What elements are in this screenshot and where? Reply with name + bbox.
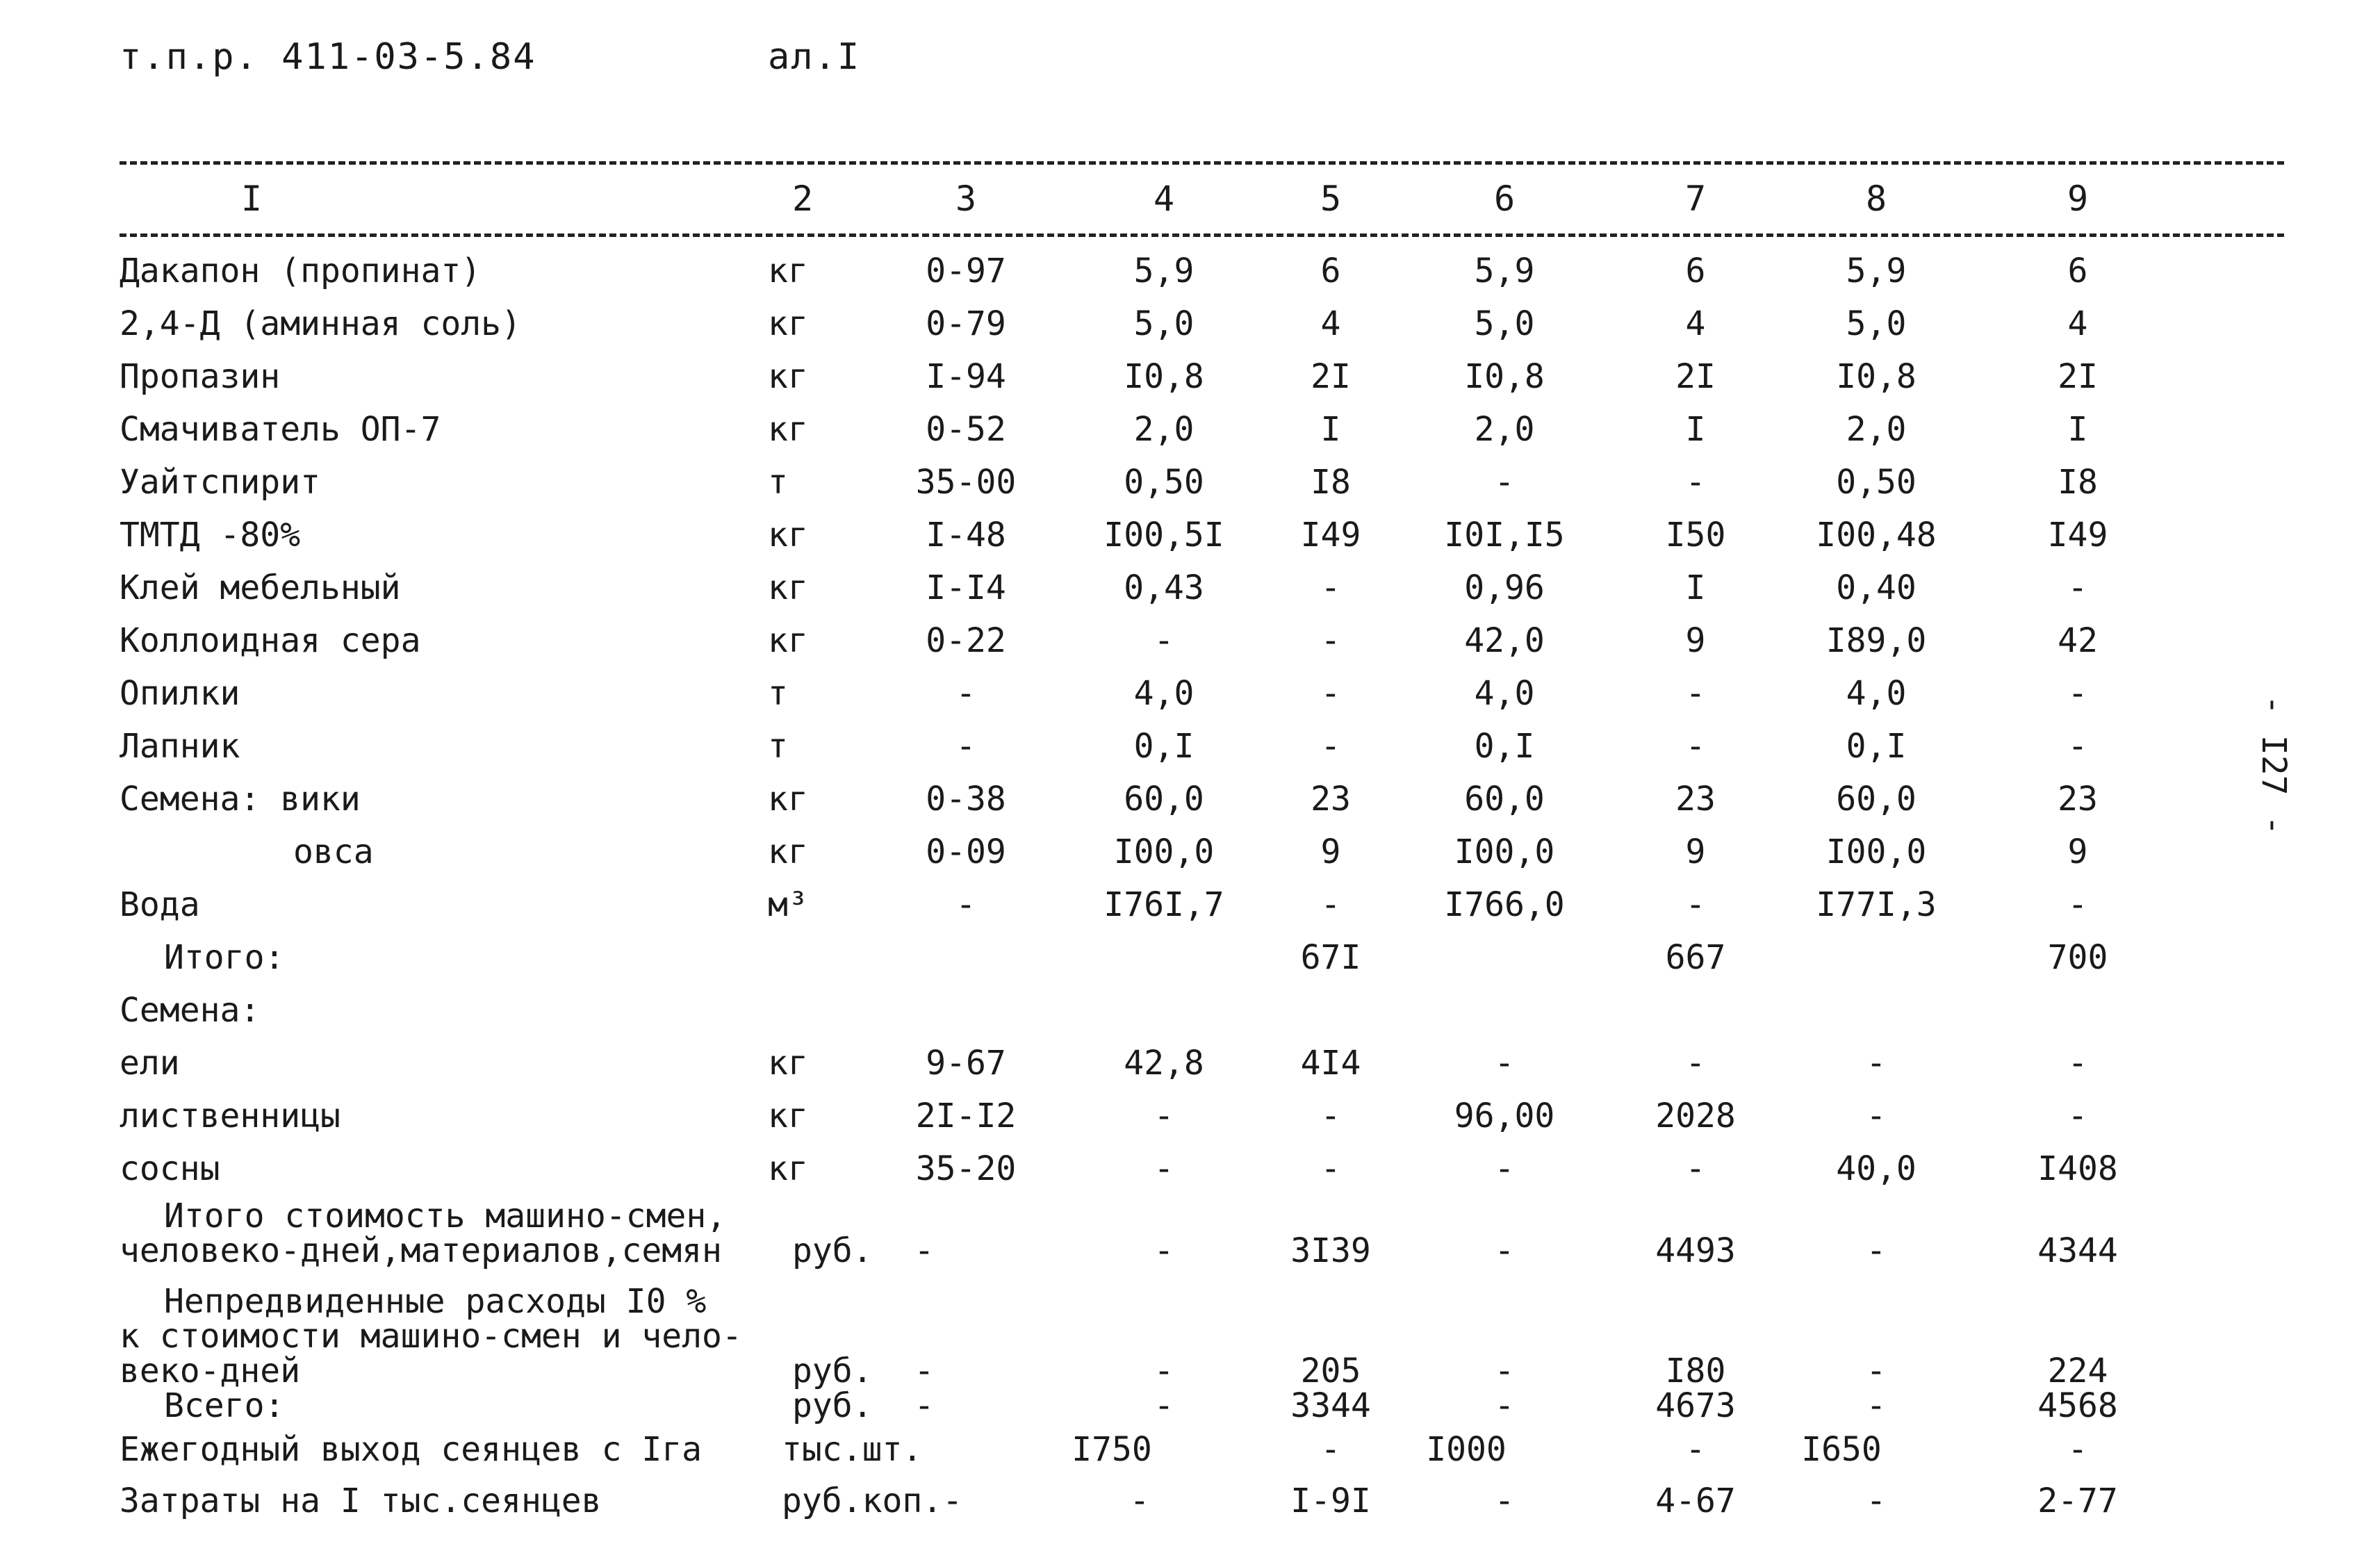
table-row xyxy=(0,720,2380,773)
row-cell-6: 5,0 xyxy=(1474,304,1535,343)
sheet-label: ал.I xyxy=(768,36,861,78)
unforeseen-c3: - xyxy=(914,1352,935,1390)
annual-output-c4: I750 xyxy=(1072,1430,1152,1469)
row-unit: кг xyxy=(768,832,808,871)
grand-total-c7: 4673 xyxy=(1655,1386,1736,1425)
row-cell-6: 42,0 xyxy=(1464,621,1545,660)
row-name: сосны xyxy=(120,1149,220,1188)
row-cell-4: 42,8 xyxy=(1124,1044,1204,1083)
row-cell-3: 2I-I2 xyxy=(915,1097,1017,1135)
row-cell-5: 23 xyxy=(1311,780,1351,819)
row-cell-9: I49 xyxy=(2047,516,2108,555)
totals-machine-c9: 4344 xyxy=(2037,1231,2118,1270)
row-cell-9: I xyxy=(2067,410,2088,449)
row-cell-6: 4,0 xyxy=(1474,674,1535,713)
row-cell-7: - xyxy=(1685,727,1706,766)
totals-machine-c8: - xyxy=(1866,1231,1887,1270)
row-cell-7: - xyxy=(1685,1149,1706,1188)
annual-output-c6: I000 xyxy=(1426,1430,1507,1469)
col-header-4: 4 xyxy=(1153,179,1175,219)
row-cell-5: 67I xyxy=(1300,938,1361,977)
row-cell-4: 5,9 xyxy=(1133,252,1195,290)
table-row xyxy=(0,509,2380,561)
row-unit: кг xyxy=(768,304,808,343)
row-name: Дакапон (пропинат) xyxy=(120,252,482,290)
cost-per-thousand-unit: руб.коп.- xyxy=(782,1481,963,1520)
row-cell-5: - xyxy=(1320,1149,1341,1188)
unforeseen-line2: к стоимости машино-смен и чело- xyxy=(120,1317,742,1356)
totals-machine-line2: человеко-дней,материалов,семян xyxy=(120,1231,722,1270)
row-cell-7: 2I xyxy=(1675,357,1716,396)
grand-total-c8: - xyxy=(1866,1386,1887,1425)
row-cell-7: 667 xyxy=(1665,938,1726,977)
row-cell-5: - xyxy=(1320,885,1341,924)
row-cell-8: I00,0 xyxy=(1825,832,1927,871)
page-number: - I27 - xyxy=(2254,695,2293,836)
table-row xyxy=(0,614,2380,667)
row-cell-3: 0-09 xyxy=(926,832,1006,871)
grand-total-c6: - xyxy=(1494,1386,1515,1425)
row-cell-8: 5,0 xyxy=(1846,304,1907,343)
table-row xyxy=(0,297,2380,350)
row-name: Опилки xyxy=(120,674,240,713)
totals-machine-line1: Итого стоимость машино-смен, xyxy=(164,1197,727,1235)
row-cell-5: 6 xyxy=(1320,252,1341,290)
row-cell-9: - xyxy=(2067,885,2088,924)
row-cell-7: I xyxy=(1685,410,1706,449)
row-cell-9: 23 xyxy=(2058,780,2098,819)
row-name: Клей мебельный xyxy=(120,568,401,607)
row-cell-3: I-94 xyxy=(926,357,1006,396)
row-unit: кг xyxy=(768,1149,808,1188)
row-cell-6: I0,8 xyxy=(1464,357,1545,396)
row-unit: кг xyxy=(768,621,808,660)
table-row xyxy=(0,1037,2380,1090)
totals-machine-c5: 3I39 xyxy=(1290,1231,1371,1270)
table-row xyxy=(0,1090,2380,1142)
table-row xyxy=(0,878,2380,931)
col-header-6: 6 xyxy=(1493,179,1516,219)
row-unit: кг xyxy=(768,1097,808,1135)
annual-output-c8: I650 xyxy=(1801,1430,1882,1469)
table-row xyxy=(0,931,2380,984)
row-name: Смачиватель ОП-7 xyxy=(120,410,441,449)
row-cell-3: - xyxy=(955,674,976,713)
row-cell-4: - xyxy=(1154,1097,1174,1135)
col-header-7: 7 xyxy=(1684,179,1707,219)
col-header-8: 8 xyxy=(1865,179,1887,219)
row-cell-3: - xyxy=(955,727,976,766)
unforeseen-c5: 205 xyxy=(1300,1352,1361,1390)
row-name: Вода xyxy=(120,885,200,924)
row-cell-6: I0I,I5 xyxy=(1444,516,1565,555)
row-cell-3: I-I4 xyxy=(926,568,1006,607)
row-cell-8: 0,50 xyxy=(1836,463,1917,502)
row-cell-8: I00,48 xyxy=(1816,516,1937,555)
row-cell-5: - xyxy=(1320,621,1341,660)
row-cell-8: I89,0 xyxy=(1825,621,1927,660)
row-cell-9: - xyxy=(2067,1097,2088,1135)
row-cell-9: - xyxy=(2067,1044,2088,1083)
table-row xyxy=(0,667,2380,720)
totals-machine-c3: - xyxy=(914,1231,935,1270)
row-cell-9: - xyxy=(2067,674,2088,713)
row-cell-8: 0,40 xyxy=(1836,568,1917,607)
row-name: Итого: xyxy=(164,938,285,977)
annual-output-c5: - xyxy=(1320,1430,1341,1469)
row-cell-4: I00,0 xyxy=(1113,832,1215,871)
row-cell-8: 2,0 xyxy=(1846,410,1907,449)
unforeseen-c4: - xyxy=(1154,1352,1174,1390)
row-cell-8: - xyxy=(1866,1044,1887,1083)
table-row xyxy=(0,773,2380,826)
cost-per-thousand-c7: 4-67 xyxy=(1655,1481,1736,1520)
unforeseen-block xyxy=(0,1284,2380,1395)
table-row xyxy=(0,456,2380,509)
grand-total-unit: руб. xyxy=(792,1386,873,1425)
row-cell-9: 42 xyxy=(2058,621,2098,660)
header-divider-top xyxy=(120,161,2284,165)
row-unit: кг xyxy=(768,568,808,607)
annual-output-c9: - xyxy=(2067,1430,2088,1469)
row-name: Уайтспирит xyxy=(120,463,320,502)
row-cell-6: I00,0 xyxy=(1454,832,1555,871)
row-cell-5: 9 xyxy=(1320,832,1341,871)
row-cell-8: I77I,3 xyxy=(1816,885,1937,924)
row-cell-5: - xyxy=(1320,568,1341,607)
row-cell-5: I8 xyxy=(1311,463,1351,502)
row-cell-6: - xyxy=(1494,1044,1515,1083)
row-cell-4: 2,0 xyxy=(1133,410,1195,449)
row-cell-7: - xyxy=(1685,885,1706,924)
unforeseen-line1: Непредвиденные расходы I0 % xyxy=(164,1282,707,1321)
row-cell-8: 5,9 xyxy=(1846,252,1907,290)
cost-per-thousand-c5: I-9I xyxy=(1290,1481,1371,1520)
row-cell-7: - xyxy=(1685,463,1706,502)
row-unit: кг xyxy=(768,357,808,396)
cost-per-thousand-c4: - xyxy=(1129,1481,1150,1520)
row-cell-3: 0-97 xyxy=(926,252,1006,290)
row-unit: кг xyxy=(768,780,808,819)
annual-output-row xyxy=(0,1423,2380,1476)
row-cell-5: I xyxy=(1320,410,1341,449)
col-header-3: 3 xyxy=(955,179,977,219)
row-cell-9: 6 xyxy=(2067,252,2088,290)
row-cell-5: - xyxy=(1320,1097,1341,1135)
row-cell-8: 0,I xyxy=(1846,727,1907,766)
row-cell-5: I49 xyxy=(1300,516,1361,555)
row-cell-8: - xyxy=(1866,1097,1887,1135)
row-cell-6: 0,96 xyxy=(1464,568,1545,607)
row-cell-8: 40,0 xyxy=(1836,1149,1917,1188)
row-cell-4: - xyxy=(1154,621,1174,660)
row-cell-3: 0-22 xyxy=(926,621,1006,660)
row-cell-9: 4 xyxy=(2067,304,2088,343)
table-row xyxy=(0,826,2380,878)
column-header-row xyxy=(0,172,2380,225)
row-unit: т xyxy=(768,727,788,766)
row-unit: кг xyxy=(768,1044,808,1083)
row-cell-7: 6 xyxy=(1685,252,1706,290)
table-row xyxy=(0,350,2380,403)
row-cell-4: I0,8 xyxy=(1124,357,1204,396)
row-cell-7: - xyxy=(1685,1044,1706,1083)
row-cell-5: 4I4 xyxy=(1300,1044,1361,1083)
row-cell-9: 2I xyxy=(2058,357,2098,396)
row-unit: т xyxy=(768,463,788,502)
row-cell-3: 0-52 xyxy=(926,410,1006,449)
cost-per-thousand-row xyxy=(0,1475,2380,1527)
col-header-9: 9 xyxy=(2067,179,2089,219)
row-cell-7: I50 xyxy=(1665,516,1726,555)
row-cell-4: 0,I xyxy=(1133,727,1195,766)
row-cell-3: I-48 xyxy=(926,516,1006,555)
row-cell-6: 60,0 xyxy=(1464,780,1545,819)
row-cell-4: 0,50 xyxy=(1124,463,1204,502)
row-cell-4: I76I,7 xyxy=(1103,885,1224,924)
row-cell-3: 0-38 xyxy=(926,780,1006,819)
row-cell-4: I00,5I xyxy=(1103,516,1224,555)
row-cell-5: 4 xyxy=(1320,304,1341,343)
unforeseen-line3: веко-дней xyxy=(120,1352,301,1390)
table-row xyxy=(0,984,2380,1037)
cost-per-thousand-c9: 2-77 xyxy=(2037,1481,2118,1520)
document-code: т.п.р. 411-03-5.84 xyxy=(120,36,536,78)
row-cell-4: 0,43 xyxy=(1124,568,1204,607)
row-unit: т xyxy=(768,674,788,713)
col-header-1: I xyxy=(240,179,263,219)
row-cell-8: 60,0 xyxy=(1836,780,1917,819)
row-unit: м³ xyxy=(768,885,808,924)
row-cell-9: - xyxy=(2067,568,2088,607)
row-cell-6: 0,I xyxy=(1474,727,1535,766)
totals-machine-c6: - xyxy=(1494,1231,1515,1270)
table-row xyxy=(0,1142,2380,1195)
row-cell-5: - xyxy=(1320,727,1341,766)
row-cell-7: 9 xyxy=(1685,832,1706,871)
cost-per-thousand-c8: - xyxy=(1866,1481,1887,1520)
unforeseen-c9: 224 xyxy=(2047,1352,2108,1390)
totals-machine-c4: - xyxy=(1154,1231,1174,1270)
header-divider-bottom xyxy=(120,233,2284,237)
row-name: овса xyxy=(293,832,374,871)
unforeseen-c7: I80 xyxy=(1665,1352,1726,1390)
row-cell-7: 4 xyxy=(1685,304,1706,343)
row-name: Лапник xyxy=(120,727,240,766)
row-name: Семена: вики xyxy=(120,780,361,819)
row-cell-5: 2I xyxy=(1311,357,1351,396)
row-cell-6: - xyxy=(1494,463,1515,502)
row-cell-9: I8 xyxy=(2058,463,2098,502)
totals-machine-unit: руб. xyxy=(792,1231,873,1270)
row-cell-3: 0-79 xyxy=(926,304,1006,343)
row-cell-9: 700 xyxy=(2047,938,2108,977)
row-cell-7: 9 xyxy=(1685,621,1706,660)
row-cell-6: I766,0 xyxy=(1444,885,1565,924)
grand-total-c3: - xyxy=(914,1386,935,1425)
table-row xyxy=(0,403,2380,456)
row-cell-9: I408 xyxy=(2037,1149,2118,1188)
row-name: Коллоидная сера xyxy=(120,621,421,660)
row-cell-6: 96,00 xyxy=(1454,1097,1555,1135)
annual-output-c7: - xyxy=(1685,1430,1706,1469)
row-name: ели xyxy=(120,1044,180,1083)
grand-total-row xyxy=(0,1388,2380,1423)
row-name: 2,4-Д (аминная соль) xyxy=(120,304,521,343)
table-row xyxy=(0,561,2380,614)
unforeseen-unit: руб. xyxy=(792,1352,873,1390)
totals-machine-c7: 4493 xyxy=(1655,1231,1736,1270)
row-name: Пропазин xyxy=(120,357,281,396)
row-name: ТМТД -80% xyxy=(120,516,301,555)
row-cell-7: 2028 xyxy=(1655,1097,1736,1135)
row-cell-4: 4,0 xyxy=(1133,674,1195,713)
totals-machine-block xyxy=(0,1199,2380,1282)
annual-output-unit: тыс.шт. xyxy=(782,1430,923,1469)
row-cell-7: I xyxy=(1685,568,1706,607)
grand-total-c4: - xyxy=(1154,1386,1174,1425)
row-cell-4: - xyxy=(1154,1149,1174,1188)
row-cell-6: - xyxy=(1494,1149,1515,1188)
unforeseen-c6: - xyxy=(1494,1352,1515,1390)
grand-total-c9: 4568 xyxy=(2037,1386,2118,1425)
row-cell-9: 9 xyxy=(2067,832,2088,871)
row-cell-6: 5,9 xyxy=(1474,252,1535,290)
cost-per-thousand-label: Затраты на I тыс.сеянцев xyxy=(120,1481,602,1520)
row-cell-7: 23 xyxy=(1675,780,1716,819)
row-name: лиственницы xyxy=(120,1097,340,1135)
row-cell-3: 35-20 xyxy=(915,1149,1017,1188)
unforeseen-c8: - xyxy=(1866,1352,1887,1390)
row-unit: кг xyxy=(768,252,808,290)
row-cell-3: 9-67 xyxy=(926,1044,1006,1083)
annual-output-label: Ежегодный выход сеянцев с Iга xyxy=(120,1430,703,1469)
row-cell-8: I0,8 xyxy=(1836,357,1917,396)
row-name: Семена: xyxy=(120,991,261,1030)
row-cell-3: - xyxy=(955,885,976,924)
row-unit: кг xyxy=(768,410,808,449)
row-cell-3: 35-00 xyxy=(915,463,1017,502)
row-cell-6: 2,0 xyxy=(1474,410,1535,449)
row-cell-4: 5,0 xyxy=(1133,304,1195,343)
row-cell-4: 60,0 xyxy=(1124,780,1204,819)
row-cell-8: 4,0 xyxy=(1846,674,1907,713)
cost-per-thousand-c6: - xyxy=(1494,1481,1515,1520)
row-cell-5: - xyxy=(1320,674,1341,713)
col-header-5: 5 xyxy=(1320,179,1342,219)
row-cell-9: - xyxy=(2067,727,2088,766)
table-row xyxy=(0,245,2380,297)
row-unit: кг xyxy=(768,516,808,555)
grand-total-label: Всего: xyxy=(164,1386,285,1425)
col-header-2: 2 xyxy=(791,179,814,219)
grand-total-c5: 3344 xyxy=(1290,1386,1371,1425)
row-cell-7: - xyxy=(1685,674,1706,713)
